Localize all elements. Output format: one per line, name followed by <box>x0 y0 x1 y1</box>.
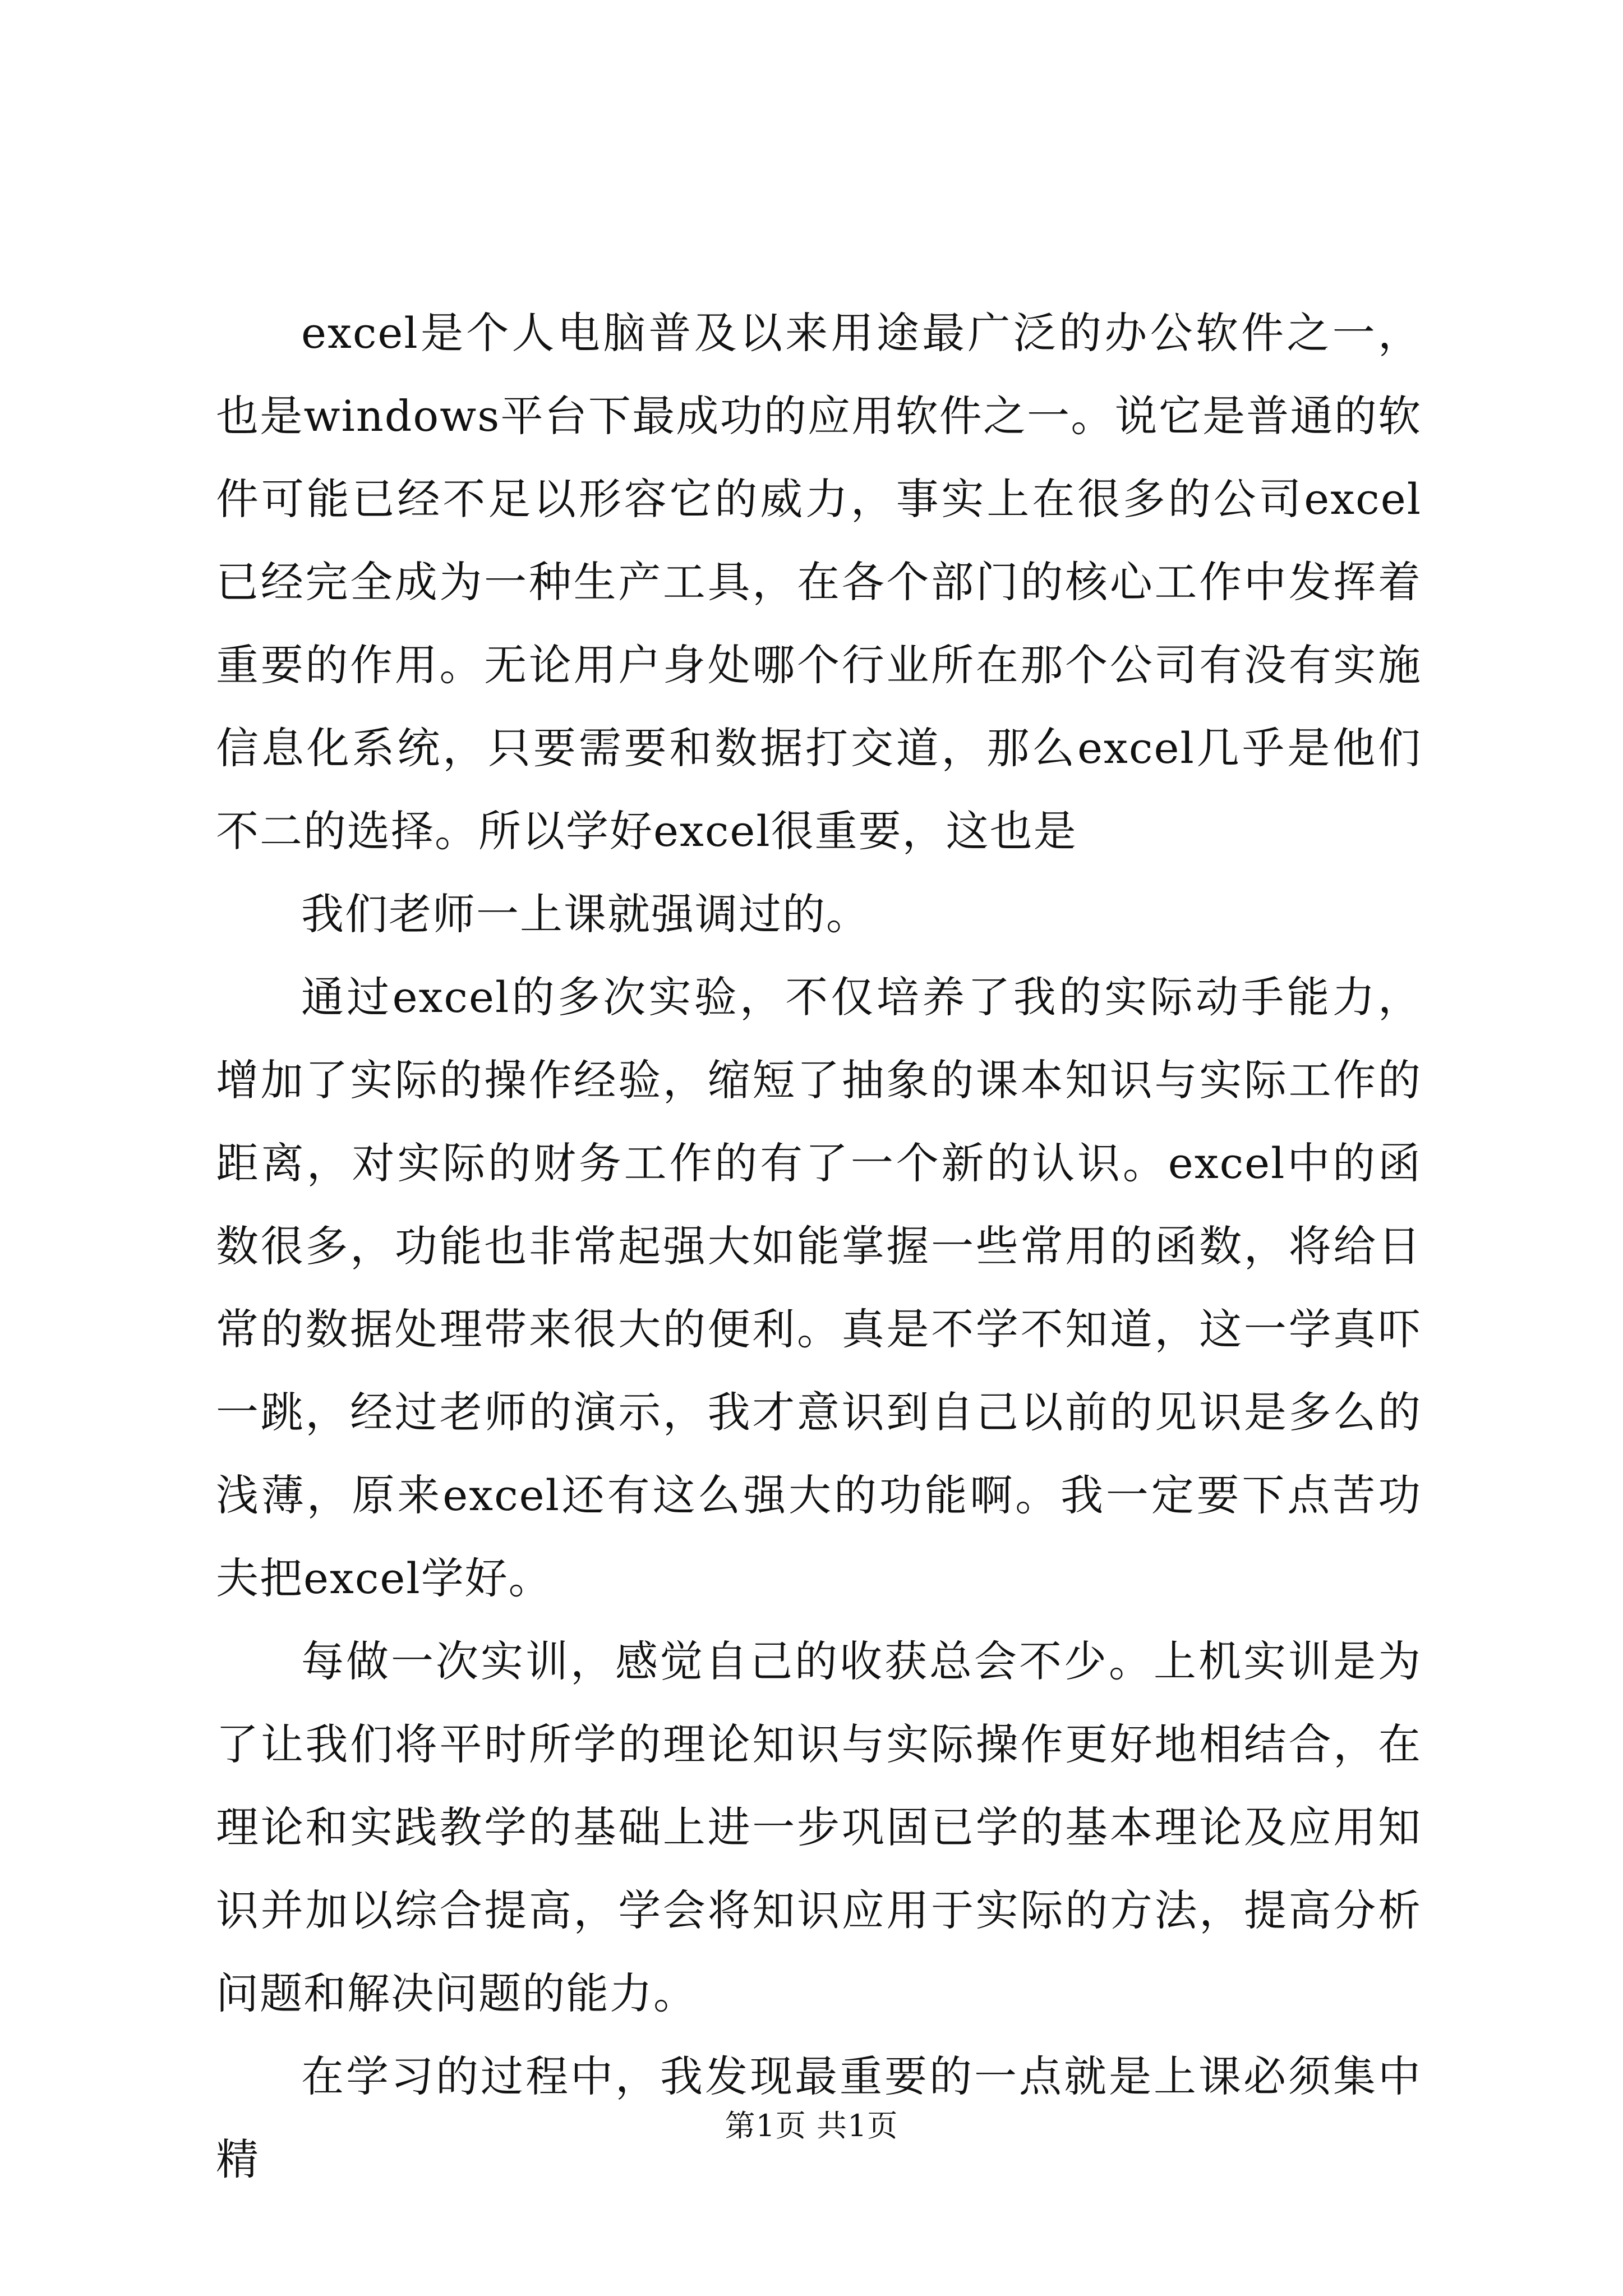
paragraph-2: 我们老师一上课就强调过的。 <box>301 889 870 939</box>
paragraph-5: 在学习的过程中，我发现最重要的一点就是上课必须集中精 <box>216 2051 1422 2184</box>
page-footer: 第1页 共1页 <box>725 2108 898 2143</box>
paragraph-3: 通过excel的多次实验，不仅培养了我的实际动手能力，增加了实际的操作经验，缩短了抽象的课本知识与实际工作的距离，对实际的财务工作的有了一个新的认识。excel中的函数很多，功能也非常起强大如能掌握一些常用的函数，将给日常的数据处理带来很大的便利。真是不学不知道，这一学真吓一跳，经过老师的演示，我才意识到自己以前的见识是多么的浅薄，原来excel还有这么强大的功能啊。我一定要下点苦功夫把excel学好。 <box>216 972 1422 1603</box>
document-body <box>216 292 1422 2201</box>
paragraph-1: excel是个人电脑普及以来用途最广泛的办公软件之一，也是windows平台下最成功的应用软件之一。说它是普通的软件可能已经不足以形容它的威力，事实上在很多的公司excel已经完全成为一种生产工具，在各个部门的核心工作中发挥着重要的作用。无论用户身处哪个行业所在那个公司有没有实施信息化系统，只要需要和数据打交道，那么excel几乎是他们不二的选择。所以学好excel很重要，这也是 <box>216 308 1422 856</box>
paragraph-4: 每做一次实训，感觉自己的收获总会不少。上机实训是为了让我们将平时所学的理论知识与实际操作更好地相结合，在理论和实践教学的基础上进一步巩固已学的基本理论及应用知识并加以综合提高，学会将知识应用于实际的方法，提高分析问题和解决问题的能力。 <box>216 1636 1422 2018</box>
